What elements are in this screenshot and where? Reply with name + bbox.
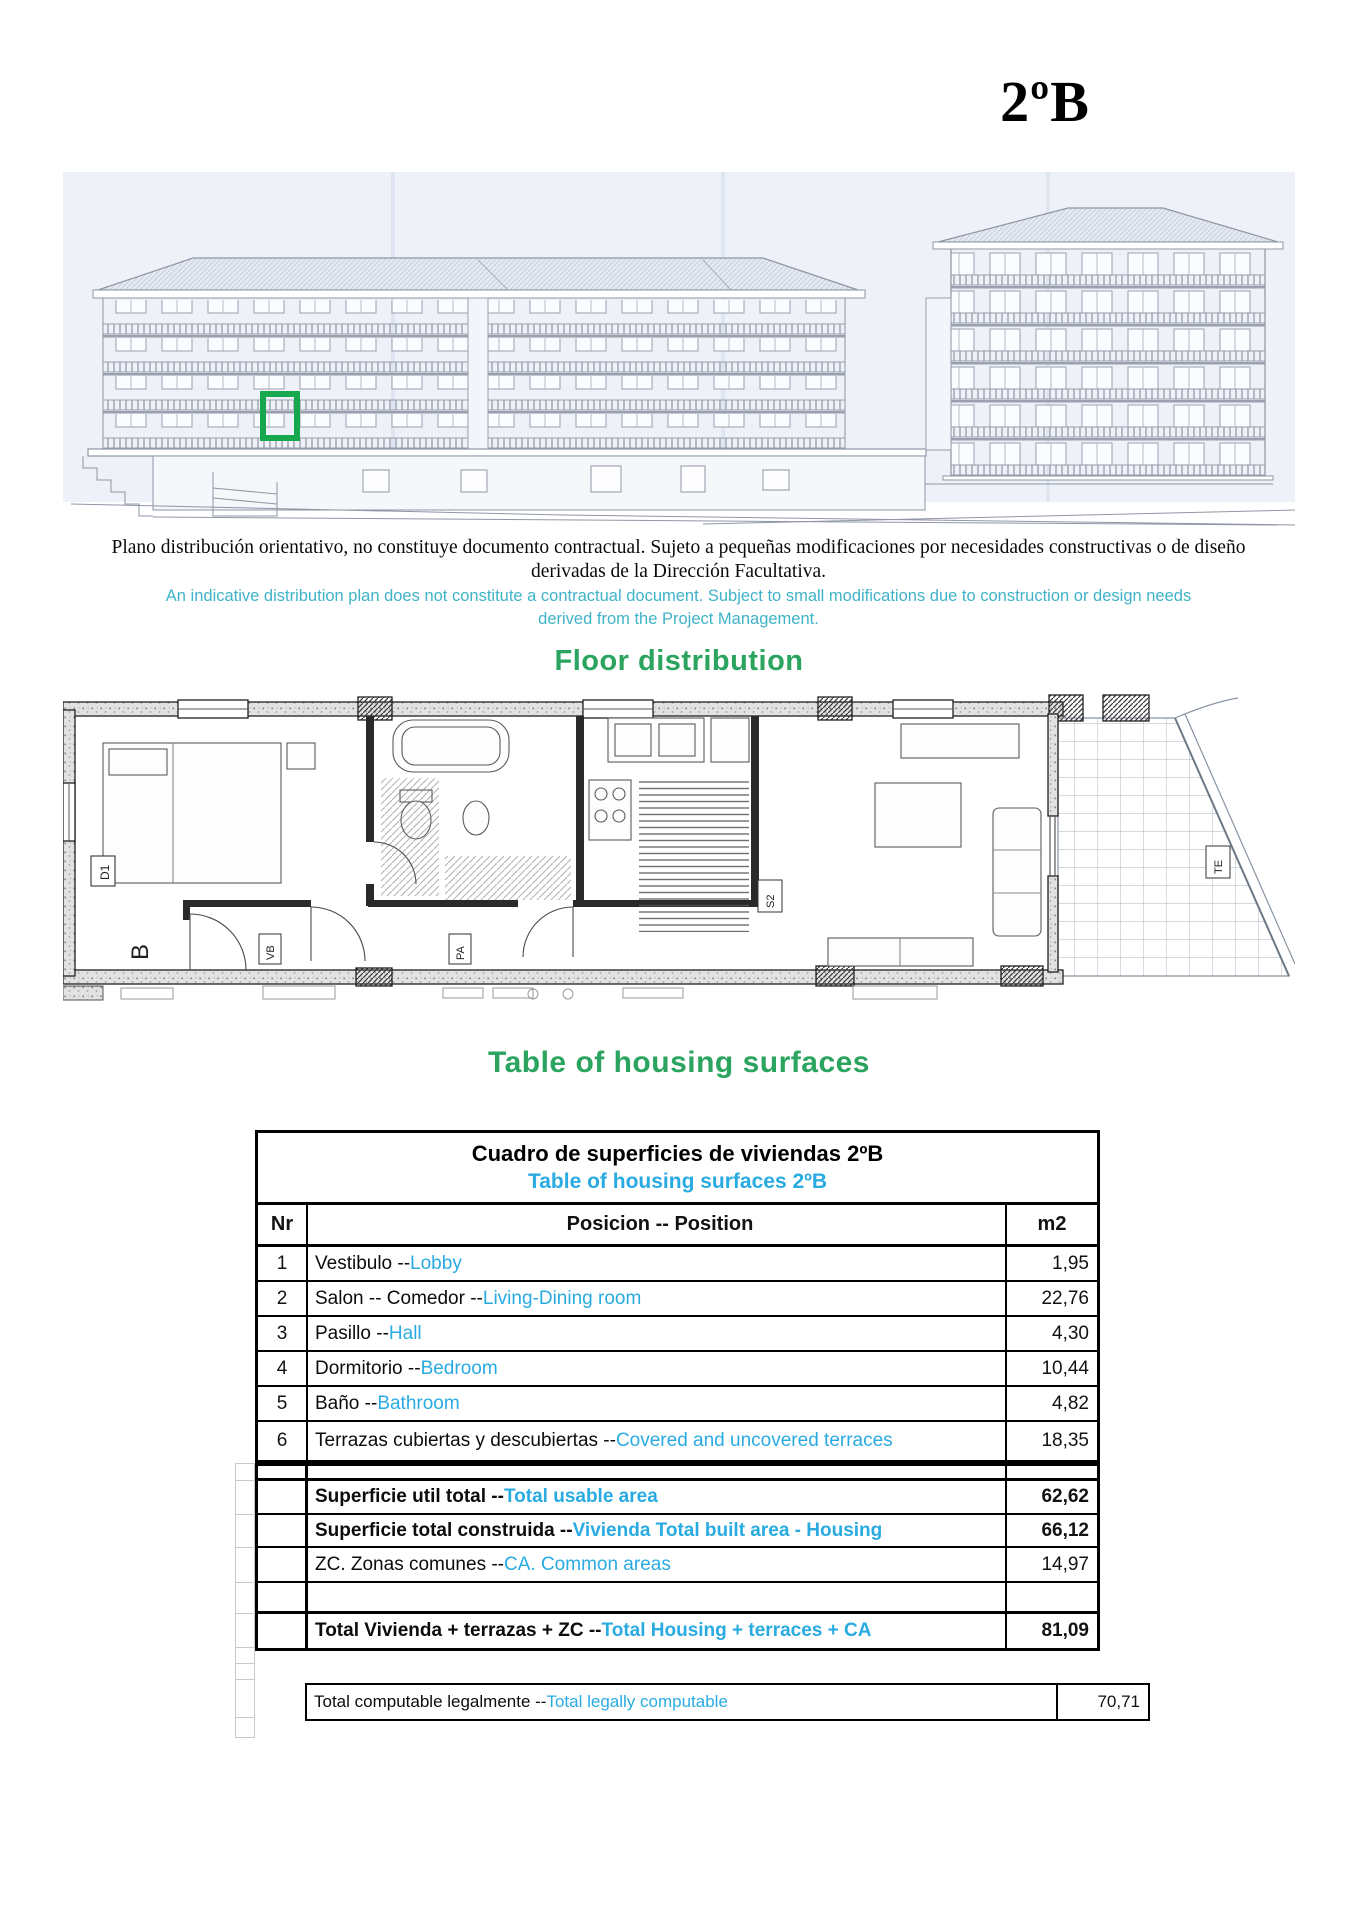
label-block: B — [127, 943, 154, 960]
row-m2: 4,82 — [1005, 1387, 1097, 1420]
row-label-es: Vestibulo -- — [315, 1252, 411, 1274]
summary-nr-spacer — [258, 1515, 308, 1546]
summary-label-en: Vivienda Total built area - Housing — [572, 1519, 883, 1541]
footer-label-es: Total computable legalmente -- — [314, 1692, 547, 1711]
row-nr: 4 — [258, 1352, 308, 1385]
summary-label-es: ZC. Zonas comunes -- — [315, 1553, 504, 1575]
left-building — [88, 258, 926, 456]
label-vestibule: VB — [265, 945, 277, 960]
summary-label — [308, 1614, 1005, 1648]
table-column-header — [255, 1205, 1100, 1247]
row-position — [308, 1247, 1005, 1280]
gutter-cell — [235, 1648, 255, 1664]
floor-plan — [63, 688, 1295, 1004]
col-m2: m2 — [1005, 1205, 1097, 1244]
summary-nr-spacer — [258, 1614, 308, 1648]
summary-label — [308, 1583, 1005, 1611]
table-data-rows — [255, 1247, 1100, 1463]
row-label-en: Living-Dining room — [482, 1287, 642, 1309]
summary-nr-spacer — [258, 1481, 308, 1513]
gutter-cell — [235, 1664, 255, 1680]
summary-m2 — [1005, 1583, 1097, 1611]
row-position — [308, 1317, 1005, 1350]
summary-nr-spacer — [258, 1466, 308, 1478]
row-label-en: Hall — [388, 1322, 422, 1344]
table-row — [258, 1422, 1097, 1460]
row-nr: 1 — [258, 1247, 308, 1280]
caption-es-line2: derivadas de la Dirección Facultativa. — [530, 561, 827, 582]
row-m2: 22,76 — [1005, 1282, 1097, 1315]
row-label-en: Covered and uncovered terraces — [615, 1430, 893, 1451]
summary-m2: 81,09 — [1005, 1614, 1097, 1648]
gutter-cell — [235, 1515, 255, 1548]
gutter-cell — [235, 1463, 255, 1481]
row-nr: 5 — [258, 1387, 308, 1420]
row-nr: 6 — [258, 1422, 308, 1460]
table-row — [258, 1352, 1097, 1387]
summary-row — [258, 1481, 1097, 1515]
row-label-en: Lobby — [410, 1252, 462, 1274]
row-m2: 4,30 — [1005, 1317, 1097, 1350]
label-terrace: TE — [1213, 859, 1225, 874]
row-label-en: Bathroom — [377, 1392, 460, 1414]
gutter-cell — [235, 1548, 255, 1583]
sheet-gutter — [235, 1463, 255, 1738]
summary-row — [258, 1515, 1097, 1548]
right-tower — [926, 208, 1283, 480]
table-title-en: Table of housing surfaces 2ºB — [527, 1170, 827, 1193]
bedroom-furniture — [91, 743, 315, 886]
row-m2: 1,95 — [1005, 1247, 1097, 1280]
col-nr: Nr — [258, 1205, 308, 1244]
gutter-cell — [235, 1680, 255, 1718]
table-title — [255, 1130, 1100, 1205]
row-label-en: Bedroom — [420, 1357, 498, 1379]
summary-label — [308, 1515, 1005, 1546]
row-label-es: Salon -- Comedor -- — [315, 1287, 483, 1309]
label-bedroom: D1 — [98, 864, 112, 880]
elevation-svg — [63, 172, 1295, 530]
table-row — [258, 1282, 1097, 1317]
page-title: 2ºB — [1000, 69, 1090, 134]
table-title-es: Cuadro de superficies de viviendas 2ºB — [471, 1141, 884, 1166]
row-position — [308, 1387, 1005, 1420]
row-nr: 3 — [258, 1317, 308, 1350]
summary-label-es: Superficie util total -- — [315, 1486, 504, 1507]
label-hall: PA — [455, 946, 467, 960]
floor-plan-svg — [63, 688, 1295, 1004]
label-living: S2 — [765, 894, 777, 908]
table-row — [258, 1317, 1097, 1352]
row-m2: 18,35 — [1005, 1422, 1097, 1460]
row-label-es: Dormitorio -- — [315, 1357, 421, 1379]
summary-nr-spacer — [258, 1583, 308, 1611]
caption-es-line1: Plano distribución orientativo, no constituye documento contractual. Sujeto a pequeñas modificaciones por necesidades constructivas o de diseño — [111, 537, 1246, 558]
summary-row — [258, 1614, 1097, 1648]
col-position: Posicion -- Position — [566, 1213, 754, 1235]
row-label-es: Pasillo -- — [315, 1322, 389, 1344]
summary-nr-spacer — [258, 1548, 308, 1581]
table-footer-row — [305, 1683, 1150, 1721]
footer-label — [307, 1685, 1056, 1719]
summary-label — [308, 1481, 1005, 1513]
summary-label-es: Total Vivienda + terrazas + ZC -- — [315, 1620, 602, 1641]
row-nr: 2 — [258, 1282, 308, 1315]
table-row — [258, 1387, 1097, 1422]
summary-label-es: Superficie total construida -- — [315, 1519, 573, 1541]
summary-m2: 66,12 — [1005, 1515, 1097, 1546]
summary-m2 — [1005, 1466, 1097, 1478]
summary-m2: 14,97 — [1005, 1548, 1097, 1581]
table-row — [258, 1247, 1097, 1282]
gutter-cell — [235, 1614, 255, 1648]
summary-label-en: Total usable area — [503, 1486, 658, 1507]
building-elevation — [63, 172, 1295, 530]
caption-en-line2: derived from the Project Management. — [538, 610, 819, 628]
row-m2: 10,44 — [1005, 1352, 1097, 1385]
footer-label-en: Total legally computable — [546, 1692, 728, 1711]
footer-m2: 70,71 — [1056, 1685, 1148, 1719]
summary-empty-row — [258, 1466, 1097, 1481]
row-position — [308, 1422, 1005, 1460]
summary-label-en: Total Housing + terraces + CA — [601, 1620, 872, 1641]
gutter-cell — [235, 1481, 255, 1515]
summary-row — [258, 1548, 1097, 1583]
summary-label — [308, 1548, 1005, 1581]
row-label-es: Terrazas cubiertas y descubiertas -- — [315, 1430, 616, 1451]
summary-label-en: CA. Common areas — [504, 1553, 671, 1575]
gutter-cell — [235, 1583, 255, 1614]
summary-label — [308, 1466, 1005, 1478]
floor-distribution-heading: Floor distribution — [554, 645, 804, 677]
summary-m2: 62,62 — [1005, 1481, 1097, 1513]
row-position — [308, 1352, 1005, 1385]
table-summary-rows — [255, 1463, 1100, 1651]
row-label-es: Baño -- — [315, 1392, 378, 1414]
summary-empty-row — [258, 1583, 1097, 1614]
surface-table — [235, 1130, 1140, 1724]
surfaces-heading: Table of housing surfaces — [487, 1046, 870, 1079]
row-position — [308, 1282, 1005, 1315]
gutter-cell — [235, 1718, 255, 1738]
caption-en-line1: An indicative distribution plan does not constitute a contractual document. Subject to small modifications due to construction or design needs — [165, 587, 1192, 605]
